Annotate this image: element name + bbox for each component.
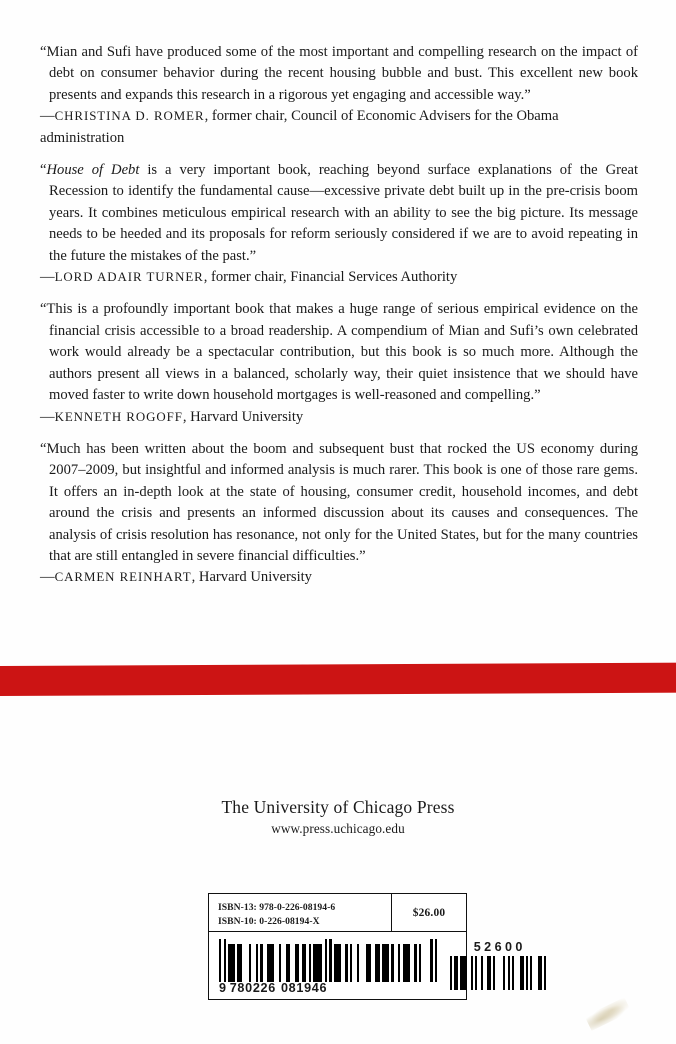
attribution-dash: —: [40, 408, 55, 425]
attribution-name: KENNETH ROGOFF: [54, 409, 183, 424]
blurb-reinhart: [40, 439, 638, 589]
blurb-quote-text: [40, 439, 638, 567]
blurb-rogoff: [40, 299, 638, 427]
isbn13-line: ISBN-13: 978-0-226-08194-6: [218, 902, 336, 914]
book-title-italic: House of Debt: [46, 162, 140, 179]
barcode-row: [209, 932, 526, 999]
blurb-attribution: [40, 407, 638, 428]
attribution-affiliation: , former chair, Council of Economic Advisers for the Obama administration: [40, 108, 559, 146]
ean13-barcode: [219, 939, 437, 995]
publisher-block: [0, 796, 676, 838]
blurb-attribution: [40, 267, 638, 288]
attribution-affiliation: , former chair, Financial Services Authority: [203, 269, 458, 286]
ean5-digits: 52600: [473, 940, 526, 954]
blurb-attribution: [40, 106, 638, 149]
blurb-quote-pre: “Mian and Sufi have produced some of the most important and compelling research on the impact of debt on consumer behavior during the recent housing bubble and bust. This excellent new book presents and expands this research in a rigorous yet engaging and accessible way.”: [40, 44, 638, 103]
ean13-left-group: 780226: [229, 981, 276, 995]
isbn-barcode-block: [208, 893, 526, 1000]
blurb-quote-text: [40, 299, 638, 406]
attribution-name: CHRISTINA D. ROMER: [54, 109, 205, 124]
red-accent-band: [0, 663, 676, 696]
ean13-right-group: 081946: [280, 981, 328, 995]
attribution-affiliation: , Harvard University: [191, 569, 312, 586]
blurb-quote-pre: “This is a profoundly important book that makes a huge range of serious empirical evidence on the financial crisis accessible to a broad readership. A compendium of Mian and Sufi’s own celebrated work would already be a spectacular contribution, but this book is so much more. Although the authors present all views in a balanced, scholarly way, their quiet insistence that we should have moved faster to write down household mortgages is well-reasoned and compelling.”: [40, 301, 638, 404]
price-text: $26.00: [412, 906, 446, 919]
attribution-dash: —: [40, 108, 55, 125]
blurb-quote-post: is a very important book, reaching beyond surface explanations of the Great Recession to identify the fundamental cause—excessive private debt built up in the pre-crisis boom years. It combines meticulous empirical research with an ability to see the big picture. Its message needs to be heeded and its proposals for reform seriously considered if we are to avoid repeating in the future the mistakes of the past.”: [49, 162, 639, 264]
attribution-dash: —: [40, 569, 55, 586]
isbn-top-row: [209, 894, 466, 932]
publisher-url: www.press.uchicago.edu: [271, 821, 405, 836]
blurb-list: [40, 42, 638, 600]
scan-artifact: [585, 997, 632, 1031]
ean5-bars: [450, 956, 546, 992]
attribution-name: CARMEN REINHART: [54, 570, 192, 585]
blurb-quote-text: [40, 160, 638, 267]
blurb-quote-text: [40, 42, 638, 106]
isbn-codes: [209, 894, 392, 931]
blurb-quote-pre: “Much has been written about the boom and subsequent bust that rocked the US economy during 2007–2009, but insightful and informed analysis is much rarer. This book is one of those rare gems. It offers an in-depth look at the state of housing, consumer credit, household incomes, and debt around the crisis and presents an informed discussion about its causes and consequences. The analysis of crisis resolution has resonance, not only for the United States, but for the many countries that are still entangled in severe financial difficulties.”: [40, 440, 638, 564]
ean5-supplement-barcode: [450, 939, 546, 992]
blurb-romer: [40, 42, 638, 149]
blurb-quote-pre: “: [40, 162, 47, 179]
ean13-bars: [219, 939, 437, 982]
isbn10-line: ISBN-10: 0-226-08194-X: [218, 915, 320, 927]
ean13-digits: [219, 982, 437, 995]
blurb-attribution: [40, 567, 638, 588]
blurb-turner: [40, 160, 638, 288]
ean13-lead-digit: 9: [219, 981, 227, 995]
publisher-name: The University of Chicago Press: [221, 797, 455, 817]
attribution-dash: —: [40, 269, 55, 286]
attribution-name: LORD ADAIR TURNER: [54, 270, 204, 285]
price-cell: [392, 894, 466, 931]
attribution-affiliation: , Harvard University: [182, 408, 304, 425]
